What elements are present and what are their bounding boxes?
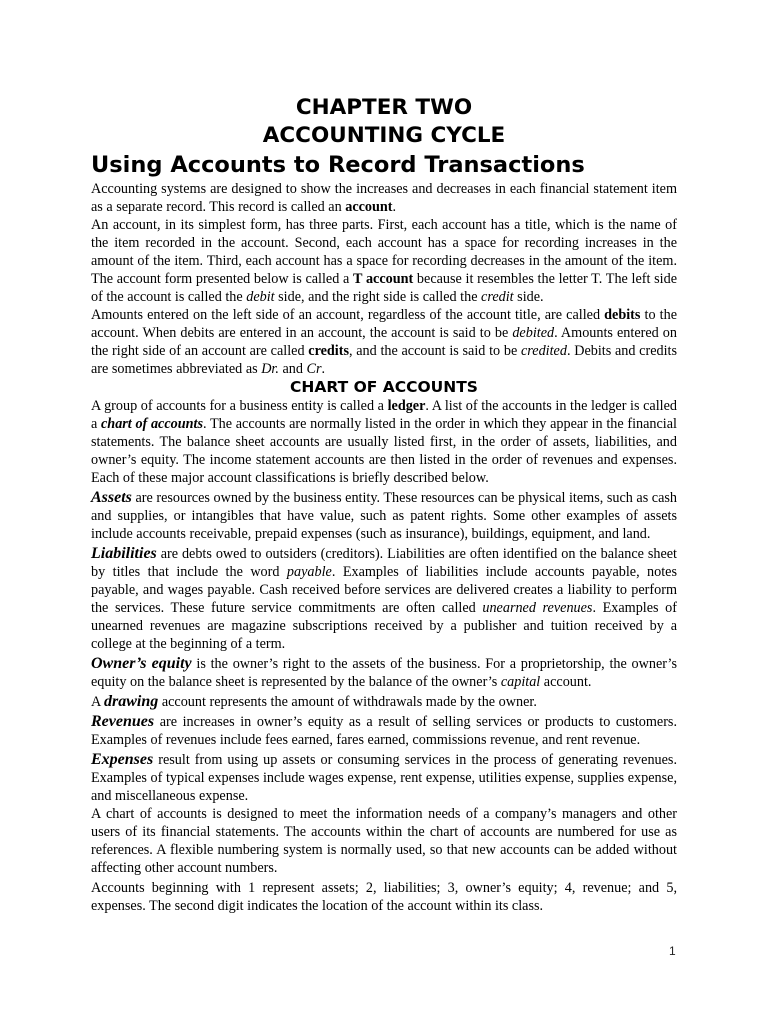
term-liabilities: Liabilities [91, 545, 157, 562]
term-expenses: Expenses [91, 751, 154, 768]
paragraph-ledger: A group of accounts for a business entity is called a ledger. A list of the accounts in the ledger is called a chart of accounts. The accounts are normally listed in the order in which they appear in the financial statements. The balance sheet accounts are usually listed first, in the order of assets, liabilities, and owner’s equity. The income statement accounts are then listed in the order of revenues and expenses. Each of these major account classifications is briefly described below. [91, 398, 677, 486]
term-drawing: drawing [104, 693, 159, 710]
paragraph-revenues: Revenues are increases in owner’s equity as a result of selling services or products to customers. Examples of revenues include fees earned, fares earned, commissions revenue, and rent revenue. [91, 713, 677, 748]
term-revenues: Revenues [91, 713, 155, 730]
section-heading: Using Accounts to Record Transactions [91, 152, 585, 178]
term-owners-equity: Owner’s equity [91, 655, 192, 672]
page-number: 1 [669, 944, 676, 958]
chapter-title: CHAPTER TWO [295, 95, 473, 120]
paragraph-expenses: Expenses result from using up assets or consuming services in the process of generating revenues. Examples of typical expenses include wages expense, rent expense, utilities expense, supplies expense, and miscellaneous expense. [91, 751, 677, 804]
paragraph-accounting-systems: Accounting systems are designed to show the increases and decreases in each financial statement item as a separate record. This record is called an account. [91, 181, 677, 215]
paragraph-owners-equity: Owner’s equity is the owner’s right to the assets of the business. For a proprietorship, the owner’s equity on the balance sheet is represented by the balance of the owner’s capital account. [91, 655, 678, 690]
paragraph-liabilities: Liabilities are debts owed to outsiders (creditors). Liabilities are often identified on the balance sheet by titles that include the word payable. Examples of liabilities include accounts payable, notes payable, and wages payable. Cash received before services are delivered creates a liability to perform the services. These future service commitments are often called unearned revenues. Examples of unearned revenues are magazine subscriptions received by a publisher and tuition received by a college at the beginning of a term. [91, 545, 678, 652]
term-assets: Assets [91, 489, 132, 506]
chapter-subtitle: ACCOUNTING CYCLE [262, 123, 506, 148]
document-body [91, 94, 677, 915]
paragraph-chart-purpose: A chart of accounts is designed to meet the information needs of a company’s managers and other users of its financial statements. The accounts within the chart of accounts are numbered for use as references. A flexible numbering system is normally used, so that new accounts can be added without affecting other account numbers. [91, 806, 677, 876]
chart-of-accounts-heading: CHART OF ACCOUNTS [290, 378, 478, 396]
paragraph-assets: Assets are resources owned by the business entity. These resources can be physical items, such as cash and supplies, or intangibles that have value, such as patent rights. Some other examples of assets include accounts receivable, prepaid expenses (such as insurance), buildings, equipment, and land. [91, 489, 677, 542]
paragraph-numbering: Accounts beginning with 1 represent assets; 2, liabilities; 3, owner’s equity; 4, revenue; and 5, expenses. The second digit indicates the location of the account within its class. [91, 880, 677, 914]
paragraph-account-parts: An account, in its simplest form, has three parts. First, each account has a title, which is the name of the item recorded in the account. Second, each account has a space for recording increases in the amount of the item. Third, each account has a space for recording decreases in the amount of the item. The account form presented below is called a T account because it resembles the letter T. The left side of the account is called the debit side, and the right side is called the credit side. [91, 217, 677, 305]
paragraph-drawing: A drawing account represents the amount of withdrawals made by the owner. [91, 693, 537, 710]
paragraph-debits-credits: Amounts entered on the left side of an account, regardless of the account title, are called debits to the account. When debits are entered in an account, the account is said to be debited. Amounts entered on the right side of an account are called credits, and the account is said to be credited. Debits and credits are sometimes abbreviated as Dr. and Cr. [91, 307, 678, 377]
